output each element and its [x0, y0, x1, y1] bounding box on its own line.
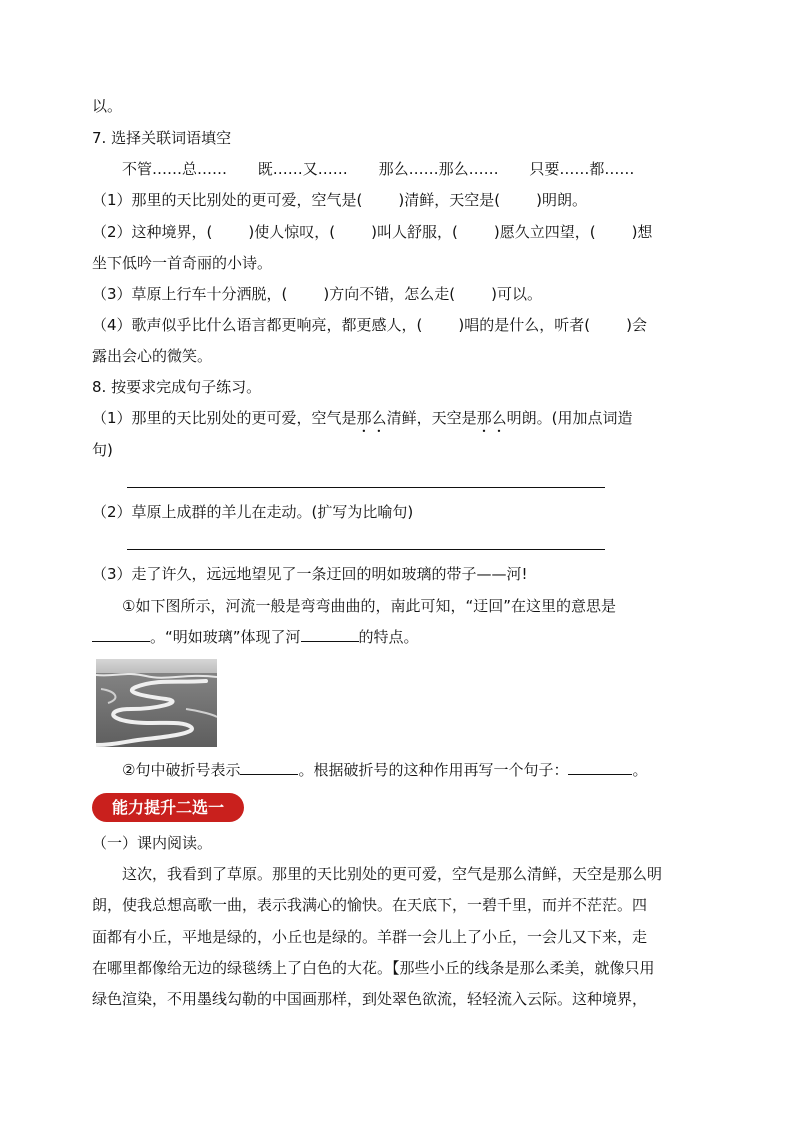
reading-line-2: 朗，使我总想高歌一曲，表示我满心的愉快。在天底下，一碧千里，而并不茫茫。四 [92, 896, 648, 914]
answer-blank[interactable] [240, 760, 298, 775]
q7-item-4: （4）歌声似乎比什么语言都更响亮，都更感人，( )唱的是什么，听者( )会 [92, 316, 647, 334]
answer-blank[interactable] [568, 760, 632, 775]
q7-item-3: （3）草原上行车十分洒脱，( )方向不错，怎么走( )可以。 [92, 285, 542, 303]
reading-heading: （一）课内阅读。 [92, 834, 213, 852]
q7-item-1: （1）那里的天比别处的更可爱，空气是( )清鲜，天空是( )明朗。 [92, 191, 587, 209]
reading-line-1: 这次，我看到了草原。那里的天比别处的更可爱，空气是那么清鲜，天空是那么明 [122, 865, 663, 883]
q8-sub-1-line-2: 。“明如玻璃”体现了河 的特点。 [92, 627, 419, 647]
q7-item-2-cont: 坐下低吟一首奇丽的小诗。 [92, 254, 273, 272]
answer-blank[interactable] [301, 627, 359, 642]
reading-line-4: 在哪里都像给无边的绿毯绣上了白色的大花。【那些小丘的线条是那么柔美，就像只用 [92, 959, 655, 977]
option-2: 既……又…… [257, 160, 348, 178]
answer-blank[interactable] [92, 627, 150, 642]
q8-sub-2: ②句中破折号表示 。根据破折号的这种作用再写一个句子： 。 [122, 761, 648, 779]
q8-sentence-1: （1）那里的天比别处的更可爱，空气是那么清鲜，天空是那么明朗。(用加点词造 [92, 409, 633, 427]
option-4: 只要……都…… [529, 160, 635, 178]
q8-sentence-1-cont: 句) [92, 441, 113, 459]
banner-label: 能力提升二选一 [111, 798, 224, 817]
reading-line-3: 面都有小丘，平地是绿的，小丘也是绿的。羊群一会儿上了小丘，一会儿又下来，走 [92, 928, 648, 946]
q7-item-2: （2）这种境界，( )使人惊叹，( )叫人舒服，( )愿久立四望，( )想 [92, 223, 653, 241]
q8-sentence-3: （3）走了许久，远远地望见了一条迂回的明如玻璃的带子——河! [92, 565, 528, 583]
reading-line-5: 绿色渲染，不用墨线勾勒的中国画那样，到处翠色欲流，轻轻流入云际。这种境界， [92, 990, 648, 1008]
answer-line-2[interactable] [127, 549, 605, 550]
answer-line-1[interactable] [127, 487, 605, 488]
river-aerial-photo [96, 659, 217, 747]
q8-sentence-2: （2）草原上成群的羊儿在走动。(扩写为比喻句) [92, 503, 414, 521]
option-3: 那么……那么…… [378, 160, 499, 178]
section-banner [92, 793, 244, 822]
q7-item-4-cont: 露出会心的微笑。 [92, 347, 213, 365]
q7-options [122, 159, 660, 179]
q8-sub-1-line-1: ①如下图所示，河流一般是弯弯曲曲的，南此可知，“迂回”在这里的意思是 [122, 597, 616, 615]
continuation-text: 以。 [92, 97, 123, 115]
q8-title: 8. 按要求完成句子练习。 [92, 378, 262, 396]
q7-title: 7. 选择关联词语填空 [92, 129, 232, 147]
option-1: 不管……总…… [122, 160, 228, 178]
